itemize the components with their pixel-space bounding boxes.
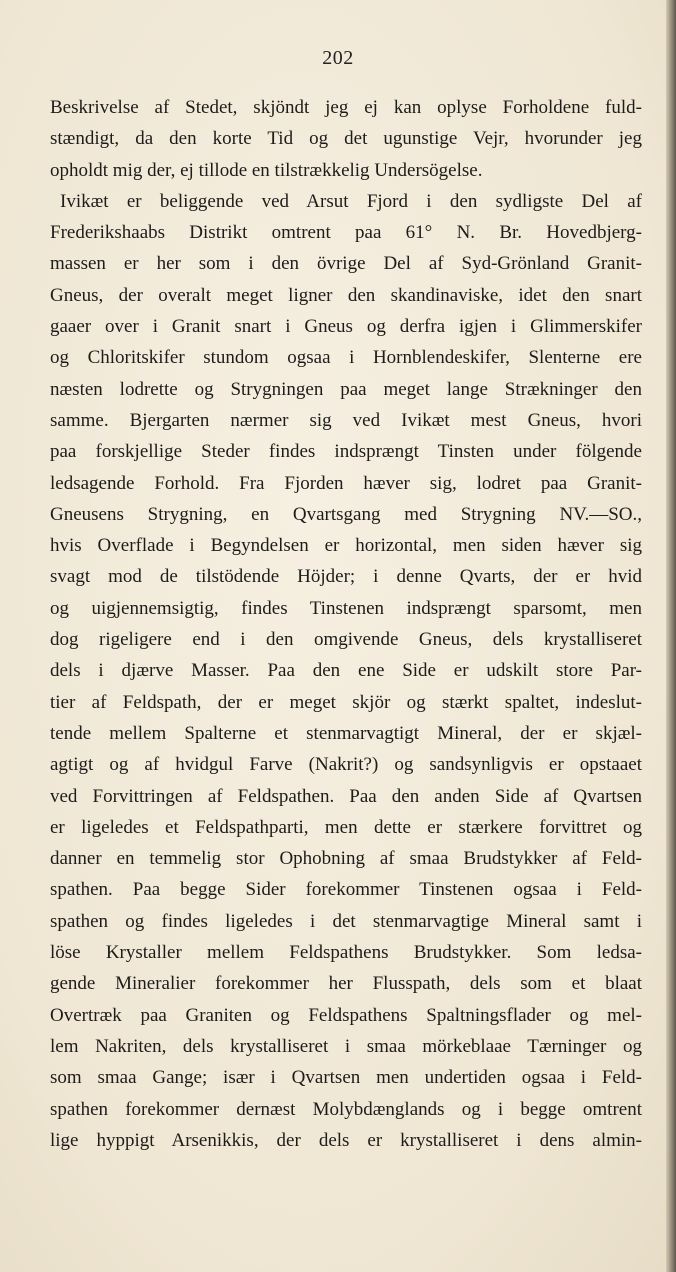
text-line: spathen forekommer dernæst Molybdænglands og i begge omtrent	[50, 1098, 642, 1120]
text-line: löse Krystaller mellem Feldspathens Brudstykker. Som ledsa-	[50, 942, 642, 964]
text-line: hvis Overflade i Begyndelsen er horizontal, men siden hæver sig	[50, 535, 642, 557]
text-line: spathen og findes ligeledes i det stenmarvagtige Mineral samt i	[50, 910, 642, 932]
text-line: spathen. Paa begge Sider forekommer Tinstenen ogsaa i Feld-	[50, 879, 642, 901]
text-line: Beskrivelse af Stedet, skjöndt jeg ej kan oplyse Forholdene fuld-	[50, 97, 642, 118]
text-line: gaaer over i Granit snart i Gneus og derfra igjen i Glimmerskifer	[50, 316, 642, 338]
page-edge-shadow	[666, 0, 676, 1272]
text-line: er ligeledes et Feldspathparti, men dette er stærkere forvittret og	[50, 816, 642, 838]
text-line: Gneusens Strygning, en Qvartsgang med Strygning NV.—SO.,	[50, 503, 642, 525]
text-line: gende Mineralier forekommer her Flusspath, dels som et blaat	[50, 973, 642, 995]
text-line: Ivikæt er beliggende ved Arsut Fjord i den sydligste Del af	[60, 190, 642, 212]
text-line: paa forskjellige Steder findes indsprængt Tinsten under fölgende	[50, 441, 642, 463]
text-line: danner en temmelig stor Ophobning af smaa Brudstykker af Feld-	[50, 848, 642, 870]
text-line: agtigt og af hvidgul Farve (Nakrit?) og sandsynligvis er opstaaet	[50, 754, 642, 776]
text-line: opholdt mig der, ej tillode en tilstrækkelig Undersögelse.	[50, 159, 483, 181]
text-line: ledsagende Forhold. Fra Fjorden hæver sig, lodret paa Granit-	[50, 472, 642, 494]
text-line: næsten lodrette og Strygningen paa meget lange Strækninger den	[50, 378, 642, 400]
text-line: som smaa Gange; især i Qvartsen men undertiden ogsaa i Feld-	[50, 1067, 642, 1089]
text-line: Gneus, der overalt meget ligner den skandinaviske, idet den snart	[50, 284, 642, 306]
text-line: lem Nakriten, dels krystalliseret i smaa mörkeblaae Tærninger og	[50, 1035, 642, 1057]
text-line: Frederikshaabs Distrikt omtrent paa 61° N. Br. Hovedbjerg-	[50, 222, 642, 244]
text-line: ved Forvittringen af Feldspathen. Paa den anden Side af Qvartsen	[50, 785, 642, 807]
text-line: og Chloritskifer stundom ogsaa i Hornblendeskifer, Slenterne ere	[50, 347, 642, 369]
text-line: stændigt, da den korte Tid og det ugunstige Vejr, hvorunder jeg	[50, 128, 642, 150]
text-line: lige hyppigt Arsenikkis, der dels er krystalliseret i dens almin-	[50, 1129, 642, 1151]
text-line: svagt mod de tilstödende Höjder; i denne Qvarts, der er hvid	[50, 566, 642, 588]
text-line: Overtræk paa Graniten og Feldspathens Spaltningsflader og mel-	[50, 1004, 642, 1026]
text-line: massen er her som i den övrige Del af Syd-Grönland Granit-	[50, 253, 642, 275]
page-number: 202	[322, 47, 354, 69]
text-line: tende mellem Spalterne et stenmarvagtigt Mineral, der er skjæl-	[50, 722, 642, 744]
text-line: og uigjennemsigtig, findes Tinstenen indsprængt sparsomt, men	[50, 597, 642, 619]
text-line: samme. Bjergarten nærmer sig ved Ivikæt mest Gneus, hvori	[50, 409, 642, 431]
text-line: dels i djærve Masser. Paa den ene Side er udskilt store Par-	[50, 660, 642, 682]
text-line: dog rigeligere end i den omgivende Gneus, dels krystalliseret	[50, 629, 642, 651]
text-line: tier af Feldspath, der er meget skjör og stærkt spaltet, indeslut-	[50, 691, 642, 713]
body-text	[50, 92, 642, 1156]
